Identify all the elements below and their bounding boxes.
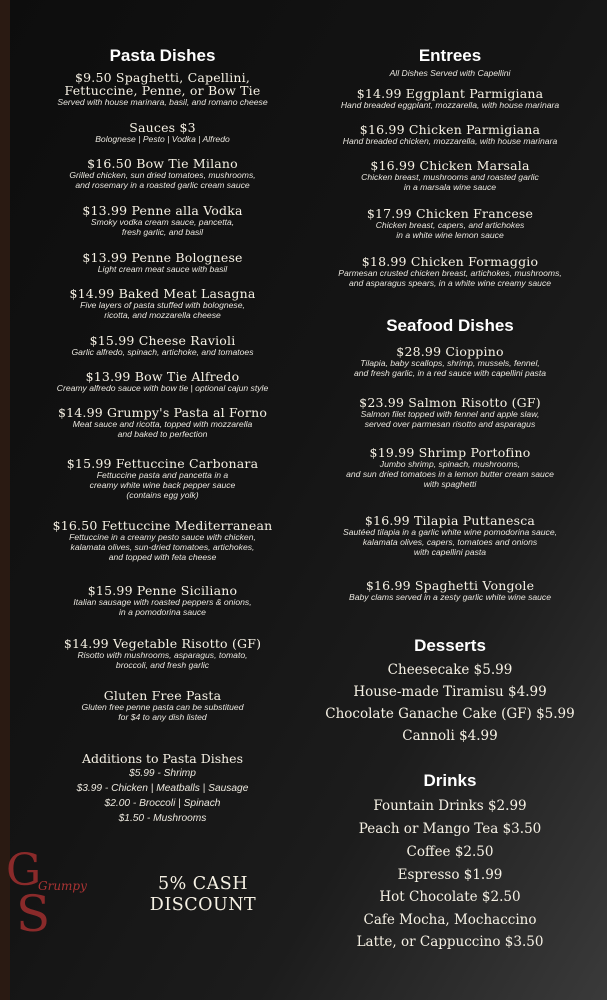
menu-item xyxy=(10,519,315,562)
item-desc: Creamy alfredo sauce with bow tie | optional cajun style xyxy=(56,383,269,393)
menu-item xyxy=(10,157,315,190)
menu-item xyxy=(10,689,315,722)
item-desc: for $4 to any dish listed xyxy=(118,712,207,722)
item-title: $16.99 Tilapia Puttanesca xyxy=(364,513,536,528)
menu-item xyxy=(293,159,607,192)
item-desc: Chicken breast, mushrooms and roasted garlic xyxy=(361,172,539,182)
item-title: Gluten Free Pasta xyxy=(103,688,222,703)
item-desc: Bolognese | Pesto | Vodka | Alfredo xyxy=(95,134,230,144)
item-title: $14.99 Grumpy's Pasta al Forno xyxy=(57,405,268,420)
item-desc: Garlic alfredo, spinach, artichoke, and tomatoes xyxy=(71,347,254,357)
dessert-item: Cheesecake $5.99 xyxy=(387,662,513,678)
promo-line: DISCOUNT xyxy=(149,895,257,915)
desserts-heading: Desserts xyxy=(414,636,486,655)
menu-item xyxy=(293,255,607,288)
item-title: $16.99 Spaghetti Vongole xyxy=(365,578,535,593)
menu-item xyxy=(293,345,607,378)
grumpys-logo xyxy=(6,845,120,945)
item-desc: kalamata olives, sun-dried tomatoes, artichokes, xyxy=(70,542,255,552)
pasta-heading: Pasta Dishes xyxy=(109,46,216,65)
item-desc: Smoky vodka cream sauce, pancetta, xyxy=(90,217,235,227)
item-desc: in a white wine lemon sauce xyxy=(396,230,504,240)
menu-item xyxy=(293,446,607,489)
drink-item: Espresso $1.99 xyxy=(397,867,503,883)
item-desc: in a marsala wine sauce xyxy=(403,182,497,192)
dessert-item: Cannoli $4.99 xyxy=(402,728,498,744)
drink-item: Coffee $2.50 xyxy=(406,844,494,860)
item-title: $16.99 Chicken Parmigiana xyxy=(359,122,541,137)
menu-item xyxy=(10,334,315,357)
item-desc: fresh garlic, and basil xyxy=(121,227,204,237)
menu-item xyxy=(10,584,315,617)
dessert-item: Chocolate Ganache Cake (GF) $5.99 xyxy=(325,706,575,722)
item-desc: and rosemary in a roasted garlic cream sauce xyxy=(75,180,250,190)
item-desc: Meat sauce and ricotta, topped with mozzarella xyxy=(72,419,253,429)
logo-letter-g: G xyxy=(6,845,42,896)
item-desc: Hand breaded eggplant, mozzarella, with house marinara xyxy=(340,100,560,110)
logo-letter-s: S xyxy=(16,885,51,943)
item-title: $15.99 Penne Siciliano xyxy=(87,583,238,598)
item-desc: Jumbo shrimp, spinach, mushrooms, xyxy=(379,459,521,469)
menu-item xyxy=(293,579,607,602)
item-desc: and fresh garlic, in a red sauce with capellini pasta xyxy=(353,368,547,378)
item-desc: Light cream meat sauce with basil xyxy=(97,264,228,274)
item-title: $16.50 Bow Tie Milano xyxy=(87,156,238,171)
item-title: $17.99 Chicken Francese xyxy=(366,206,534,221)
item-desc: and topped with feta cheese xyxy=(108,552,217,562)
item-desc: Served with house marinara, basil, and romano cheese xyxy=(57,97,268,107)
item-title: $15.99 Cheese Ravioli xyxy=(89,333,236,348)
drink-item: Fountain Drinks $2.99 xyxy=(373,798,527,814)
item-title: $23.99 Salmon Risotto (GF) xyxy=(359,395,541,410)
item-title: $16.99 Chicken Marsala xyxy=(370,158,530,173)
item-desc: broccoli, and fresh garlic xyxy=(115,660,210,670)
menu-item xyxy=(10,204,315,237)
item-desc: Fettuccine pasta and pancetta in a xyxy=(96,470,229,480)
item-title: $16.50 Fettuccine Mediterranean xyxy=(52,518,273,533)
item-desc: with capellini pasta xyxy=(413,547,487,557)
item-title: $13.99 Penne Bolognese xyxy=(82,250,243,265)
item-desc: creamy white wine back pepper sauce xyxy=(89,480,236,490)
item-desc: Five layers of pasta stuffed with bolognese, xyxy=(80,300,245,310)
promo-line: 5% CASH xyxy=(157,874,249,894)
item-title: $14.99 Vegetable Risotto (GF) xyxy=(63,636,262,651)
menu-item xyxy=(10,251,315,274)
item-title: $9.50 Spaghetti, Capellini, xyxy=(74,70,251,85)
menu-item xyxy=(10,637,315,670)
item-desc: Fettuccine in a creamy pesto sauce with chicken, xyxy=(69,532,256,542)
menu-item xyxy=(293,87,607,110)
menu-item xyxy=(10,457,315,500)
drinks-heading: Drinks xyxy=(423,771,477,790)
drink-item: Latte, or Cappuccino $3.50 xyxy=(356,934,544,950)
menu-item xyxy=(10,121,315,144)
menu-item xyxy=(10,370,315,393)
additions-block xyxy=(10,751,315,826)
item-desc: Grilled chicken, sun dried tomatoes, mushrooms, xyxy=(69,170,256,180)
item-desc: Gluten free penne pasta can be substitued xyxy=(81,702,244,712)
item-title: $14.99 Baked Meat Lasagna xyxy=(69,286,256,301)
item-desc: and asparagus spears, in a white wine creamy sauce xyxy=(348,278,552,288)
drink-item: Cafe Mocha, Mochaccino xyxy=(363,912,537,928)
item-desc: kalamata olives, capers, tomatoes and onions xyxy=(362,537,538,547)
item-desc: Baby clams served in a zesty garlic white wine sauce xyxy=(348,592,552,602)
item-desc: and baked to perfection xyxy=(117,429,208,439)
menu-item xyxy=(10,406,315,439)
item-title: $13.99 Penne alla Vodka xyxy=(82,203,243,218)
menu-board xyxy=(6,0,607,1000)
menu-item xyxy=(293,396,607,429)
item-desc: Italian sausage with roasted peppers & onions, xyxy=(73,597,252,607)
item-title: $15.99 Fettuccine Carbonara xyxy=(66,456,259,471)
item-desc: Hand breaded chicken, mozzarella, with house marinara xyxy=(342,136,558,146)
item-title: $19.99 Shrimp Portofino xyxy=(369,445,531,460)
menu-item xyxy=(293,123,607,146)
item-desc: Sautéed tilapia in a garlic white wine pomodorina sauce, xyxy=(342,527,558,537)
additions-row: $2.00 - Broccoli | Spinach xyxy=(104,798,221,809)
item-desc: Parmesan crusted chicken breast, artichokes, mushrooms, xyxy=(338,268,562,278)
item-desc: served over parmesan risotto and asparagus xyxy=(364,419,536,429)
item-title: $28.99 Cioppino xyxy=(396,344,504,359)
item-desc: Chicken breast, capers, and artichokes xyxy=(375,220,525,230)
item-desc: in a pomodorina sauce xyxy=(119,607,206,617)
item-desc: Tilapia, baby scallops, shrimp, mussels, fennel, xyxy=(360,358,540,368)
additions-row: $5.99 - Shrimp xyxy=(129,768,196,779)
entrees-subtitle: All Dishes Served with Capellini xyxy=(389,68,511,78)
item-desc: Risotto with mushrooms, asparagus, tomato, xyxy=(77,650,248,660)
cash-discount-promo xyxy=(118,874,288,916)
drink-item: Peach or Mango Tea $3.50 xyxy=(358,821,542,837)
entrees-heading: Entrees xyxy=(418,46,482,65)
menu-item xyxy=(10,71,315,107)
item-desc: with spaghetti xyxy=(423,479,477,489)
item-desc: and sun dried tomatoes in a lemon butter cream sauce xyxy=(346,469,554,479)
drink-item: Hot Chocolate $2.50 xyxy=(379,889,521,905)
seafood-heading: Seafood Dishes xyxy=(386,316,514,335)
item-desc: ricotta, and mozzarella cheese xyxy=(104,310,221,320)
dessert-item: House-made Tiramisu $4.99 xyxy=(353,684,547,700)
menu-item xyxy=(293,514,607,557)
item-desc: (contains egg yolk) xyxy=(126,490,199,500)
additions-row: $1.50 - Mushrooms xyxy=(118,813,207,824)
logo-word: Grumpy xyxy=(38,879,87,893)
item-title: $18.99 Chicken Formaggio xyxy=(361,254,539,269)
additions-title: Additions to Pasta Dishes xyxy=(82,751,243,766)
item-title: $13.99 Bow Tie Alfredo xyxy=(85,369,240,384)
item-title: Fettuccine, Penne, or Bow Tie xyxy=(64,83,261,98)
item-title: $14.99 Eggplant Parmigiana xyxy=(356,86,544,101)
item-title: Sauces $3 xyxy=(129,120,196,135)
menu-item xyxy=(10,287,315,320)
additions-row: $3.99 - Chicken | Meatballs | Sausage xyxy=(76,783,249,794)
item-desc: Salmon filet topped with fennel and apple slaw, xyxy=(360,409,540,419)
menu-item xyxy=(293,207,607,240)
